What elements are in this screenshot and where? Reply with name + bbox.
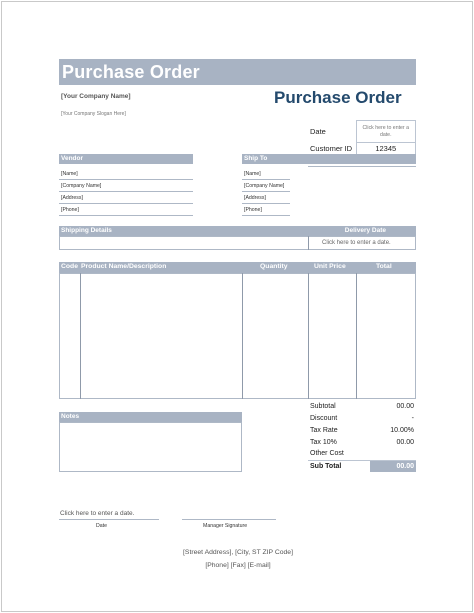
summary-discount-value[interactable]: - <box>411 414 414 422</box>
items-col-sep-2 <box>242 273 243 399</box>
document-title: Purchase Order <box>274 88 402 107</box>
col-unit-price: Unit Price <box>314 263 346 270</box>
ship-line-4 <box>242 215 290 216</box>
vendor-line-3 <box>59 203 193 204</box>
items-col-sep-4 <box>356 273 357 399</box>
delivery-date-heading: Delivery Date <box>308 226 416 236</box>
ship-to-company[interactable]: [Company Name] <box>244 183 285 189</box>
vendor-line-1 <box>59 179 193 180</box>
col-total: Total <box>376 263 392 270</box>
manager-signature-label: Manager Signature <box>203 523 248 529</box>
vendor-heading: Vendor <box>59 154 193 164</box>
footer-contact[interactable]: [Phone] [Fax] [E-mail] <box>205 562 271 569</box>
notes-box[interactable] <box>59 422 242 472</box>
vendor-phone[interactable]: [Phone] <box>61 207 79 213</box>
shipping-details-heading: Shipping Details <box>59 226 308 236</box>
items-body[interactable] <box>59 273 416 399</box>
col-code: Code <box>61 263 78 270</box>
summary-tax-rate-label: Tax Rate <box>310 426 338 434</box>
items-header <box>59 262 416 273</box>
ship-to-name[interactable]: [Name] <box>244 171 261 177</box>
ship-to-address[interactable]: [Address] <box>244 195 266 201</box>
date-label: Date <box>310 127 326 136</box>
vendor-line-2 <box>59 191 193 192</box>
company-slogan[interactable]: [Your Company Slogan Here] <box>61 111 126 117</box>
summary-subtotal-label: Subtotal <box>310 402 336 410</box>
col-product: Product Name/Description <box>81 263 167 270</box>
vendor-name[interactable]: [Name] <box>61 171 78 177</box>
ship-line-1 <box>242 179 290 180</box>
customer-id-label: Customer ID <box>310 144 353 153</box>
summary-tax-value: 00.00 <box>396 438 414 446</box>
summary-other-cost-label: Other Cost <box>308 448 370 460</box>
delivery-date-picker[interactable]: Click here to enter a date. <box>322 240 391 246</box>
summary-subtotal-value: 00.00 <box>396 402 414 410</box>
summary-sub-total-label: Sub Total <box>310 462 342 470</box>
summary-sub-total-value: 00.00 <box>370 460 416 472</box>
customer-id-field[interactable]: 12345 <box>356 143 416 155</box>
footer-address[interactable]: [Street Address], [City, ST ZIP Code] <box>183 549 293 556</box>
signature-date-line <box>59 519 159 520</box>
shipping-divider <box>308 236 309 250</box>
date-picker[interactable]: Click here to enter a date. <box>356 121 416 143</box>
col-quantity: Quantity <box>260 263 288 270</box>
summary-tax-rate-value[interactable]: 10.00% <box>390 426 414 434</box>
info-divider <box>308 166 416 167</box>
document-page <box>1 1 473 612</box>
signature-date-picker[interactable]: Click here to enter a date. <box>60 510 135 517</box>
company-name[interactable]: [Your Company Name] <box>61 93 131 100</box>
signature-line <box>182 519 276 520</box>
signature-date-label: Date <box>96 523 107 529</box>
summary-other-cost-value[interactable] <box>370 448 416 460</box>
title-band <box>59 59 416 85</box>
summary-discount-label: Discount <box>310 414 338 422</box>
items-col-sep-3 <box>308 273 309 399</box>
summary-tax-label: Tax 10% <box>310 438 337 446</box>
summary-table <box>308 400 416 472</box>
ship-line-3 <box>242 203 290 204</box>
vendor-company[interactable]: [Company Name] <box>61 183 102 189</box>
ship-to-heading: Ship To <box>242 154 416 164</box>
band-title: Purchase Order <box>62 62 200 82</box>
vendor-line-4 <box>59 215 193 216</box>
ship-line-2 <box>242 191 290 192</box>
items-col-sep-1 <box>80 273 81 399</box>
vendor-address[interactable]: [Address] <box>61 195 83 201</box>
ship-to-phone[interactable]: [Phone] <box>244 207 262 213</box>
notes-heading: Notes <box>59 412 242 422</box>
info-table <box>308 120 416 155</box>
